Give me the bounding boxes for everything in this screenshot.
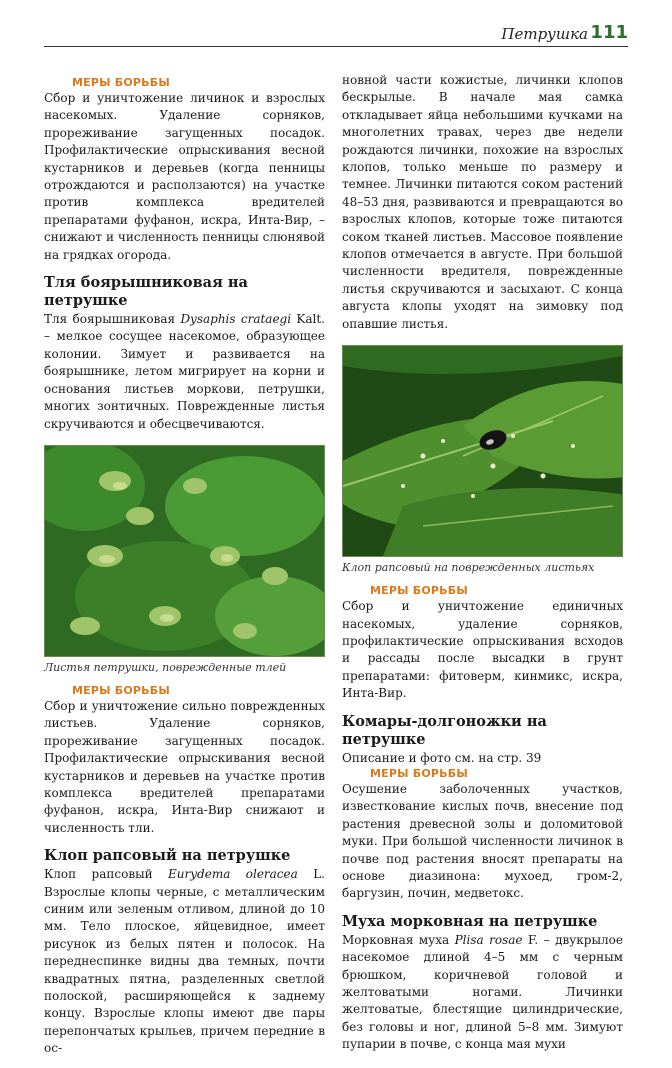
section-heading: Тля боярышниковая на петрушке xyxy=(44,274,248,310)
measures-label: МЕРЫ БОРЬБЫ xyxy=(72,683,170,697)
photo-caption: Клоп рапсовый на поврежденных листьях xyxy=(342,561,595,575)
crane-fly-section xyxy=(342,713,623,903)
measures-text: Сбор и уничтожение единичных насекомых, удаление сорняков, профилактические опрыскивания всходов и рассады после высадки в грунт препаратами: фитоверм, кинмикс, искра, Инта-Вир. xyxy=(342,599,623,701)
page-number: 111 xyxy=(590,22,628,43)
measures-label: МЕРЫ БОРЬБЫ xyxy=(370,584,468,598)
measures-section-2 xyxy=(44,684,325,837)
aphid-text: Тля боярышниковая Dysaphis crataegi Kalt. – мелкое сосущее насекомое, образующее колонии. Зимует и развивается на боярышнике, летом мигрирует на корни и основания листьев моркови, петрушки, многих зонтичных. Поврежденные листья скручиваются и обесцвечиваются. xyxy=(44,312,325,431)
section-heading: Муха морковная на петрушке xyxy=(342,912,598,930)
rape-bug-photo xyxy=(342,345,623,557)
latin-name: Dysaphis crataegi xyxy=(180,312,292,327)
measures-text: Сбор и уничтожение личинок и взрослых насекомых. Удаление сорняков, прореживание загущенных посадок. Профилактические опрыскивания весной кустарников и деревьев (когда пенницы отрождаются и расползаются) на участке против комплекса вредителей препаратами фуфанон, искра, Инта-Вир, – снижают и численность пенницы слюнявой на грядках огорода. xyxy=(44,91,325,262)
right-column xyxy=(342,72,623,1064)
page-header xyxy=(44,22,628,47)
measures-label: МЕРЫ БОРЬБЫ xyxy=(370,766,468,780)
measures-text: Осушение заболоченных участков, известкование кислых почв, внесение под растения древесной золы и доломитовой муки. При большой численности личинок в почве под растения вносят препараты на основе диазинона: мухоед, гром-2, баргузин, почин, медветокс. xyxy=(342,781,623,901)
cross-reference: Описание и фото см. на стр. 39 xyxy=(342,750,542,765)
rape-bug-section xyxy=(44,847,325,1057)
section-heading: Комары-долгоножки на петрушке xyxy=(342,712,547,748)
rape-bug-text: Клоп рапсовый Eurydema oleracea L. Взрослые клопы черные, с металлическим синим или зеленым отливом, длиной до 10 мм. Тело плоское, яйцевидное, имеет рисунок из белых пятен и полосок. На переднеспинке видны два темных, почти квадратных пятна, разделенных светлой полоской, расширяющейся к заднему концу. Взрослые клопы имеют две пары перепончатых крыльев, причем передние в ос- xyxy=(44,867,325,1056)
running-title: Петрушка xyxy=(501,25,588,43)
left-column xyxy=(44,76,325,1068)
measures-section-1 xyxy=(44,76,325,264)
aphid-damage-photo xyxy=(44,445,325,657)
carrot-fly-text: Морковная муха Plisa rosae F. – двукрылое насекомое длиной 4–5 мм с черным брюшком, коричневой головой и желтоватыми ногами. Личинки желтоватые, блестящие цилиндрические, без головы и ног, длиной 5–8 мм. Зимуют пупарии в почве, с конца мая мухи xyxy=(342,932,623,1052)
aphid-section xyxy=(44,274,325,433)
photo-caption: Листья петрушки, поврежденные тлей xyxy=(44,660,287,674)
rape-bug-text-continued: новной части кожистые, личинки клопов бескрылые. В начале мая самка откладывает яйца небольшими кучками на многолетних травах, через две недели рождаются личинки, похожие на взрослых клопов, только меньше по размеру и темнее. Личинки питаются соком растений 48–53 дня, развиваются и превращаются во взрослых клопов, которые тоже питаются соком тканей листьев. Массовое появление клопов отмечается в августе. При большой численности вредителя, поврежденные листья скручиваются и засыхают. С конца августа клопы уходят на зимовку под опавшие листья. xyxy=(342,73,623,331)
latin-name: Eurydema oleracea xyxy=(168,867,298,882)
measures-text: Сбор и уничтожение сильно поврежденных листьев. Удаление сорняков, прореживание загущенных посадок. Профилактические опрыскивания весной кустарников и деревьев на участке против комплекса вредителей препаратами фуфанон, искра, Инта-Вир снижают и численность тли. xyxy=(44,698,325,835)
measures-label: МЕРЫ БОРЬБЫ xyxy=(72,76,170,89)
latin-name: Plisa rosae xyxy=(454,932,523,947)
carrot-fly-section xyxy=(342,913,623,1054)
measures-section-3 xyxy=(342,584,623,702)
section-heading: Клоп рапсовый на петрушке xyxy=(44,847,291,865)
